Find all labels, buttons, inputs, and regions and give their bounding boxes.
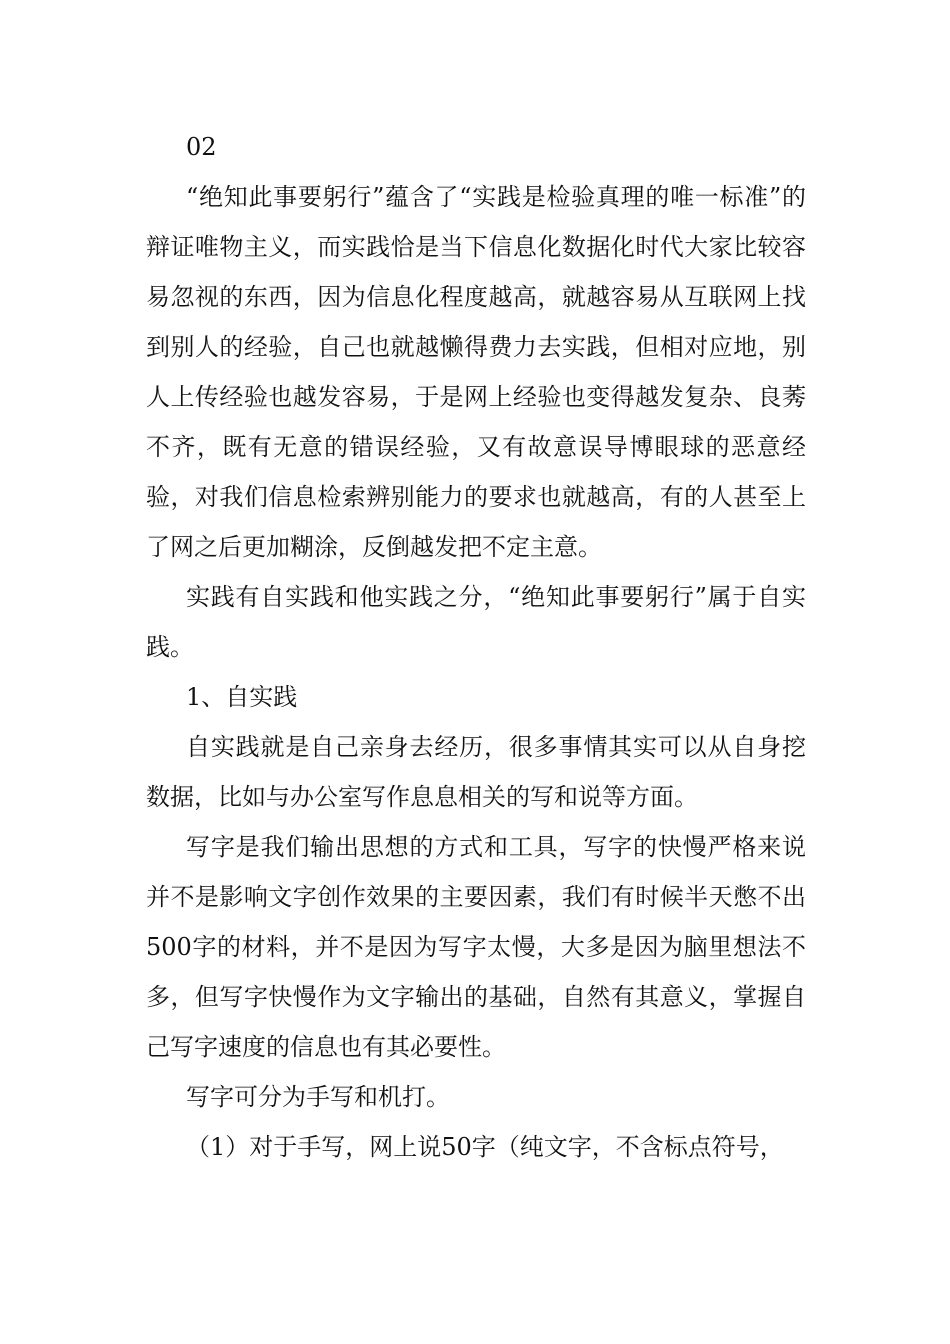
paragraph-self-practice-definition: 自实践就是自己亲身去经历，很多事情其实可以从自身挖数据，比如与办公室写作息息相关的写和说等方面。 bbox=[146, 733, 806, 811]
paragraph-practice-intro: “绝知此事要躬行”蕴含了“实践是检验真理的唯一标准”的辩证唯物主义，而实践恰是当下信息化数据化时代大家比较容易忽视的东西，因为信息化程度越高，就越容易从互联网上找到别人的经验，自己也就越懒得费力去实践，但相对应地，别人上传经验也越发容易，于是网上经验也变得越发复杂、良莠不齐，既有无意的错误经验，又有故意误导博眼球的恶意经验，对我们信息检索辨别能力的要求也就越高，有的人甚至上了网之后更加糊涂，反倒越发把不定主意。 bbox=[146, 183, 806, 561]
paragraph-handwriting: （1）对于手写，网上说50字（纯文字，不含标点符号， bbox=[186, 1133, 784, 1161]
document-body bbox=[146, 122, 806, 1172]
paragraph-writing-speed: 写字是我们输出思想的方式和工具，写字的快慢严格来说并不是影响文字创作效果的主要因素，我们有时候半天憋不出500字的材料，并不是因为写字太慢，大多是因为脑里想法不多，但写字快慢作为文字输出的基础，自然有其意义，掌握自己写字速度的信息也有其必要性。 bbox=[146, 833, 806, 1061]
subheading-self-practice: 1、自实践 bbox=[186, 683, 298, 711]
paragraph-practice-types: 实践有自实践和他实践之分，“绝知此事要躬行”属于自实践。 bbox=[146, 583, 806, 661]
section-number: 02 bbox=[186, 133, 217, 161]
paragraph-writing-types: 写字可分为手写和机打。 bbox=[186, 1083, 450, 1111]
